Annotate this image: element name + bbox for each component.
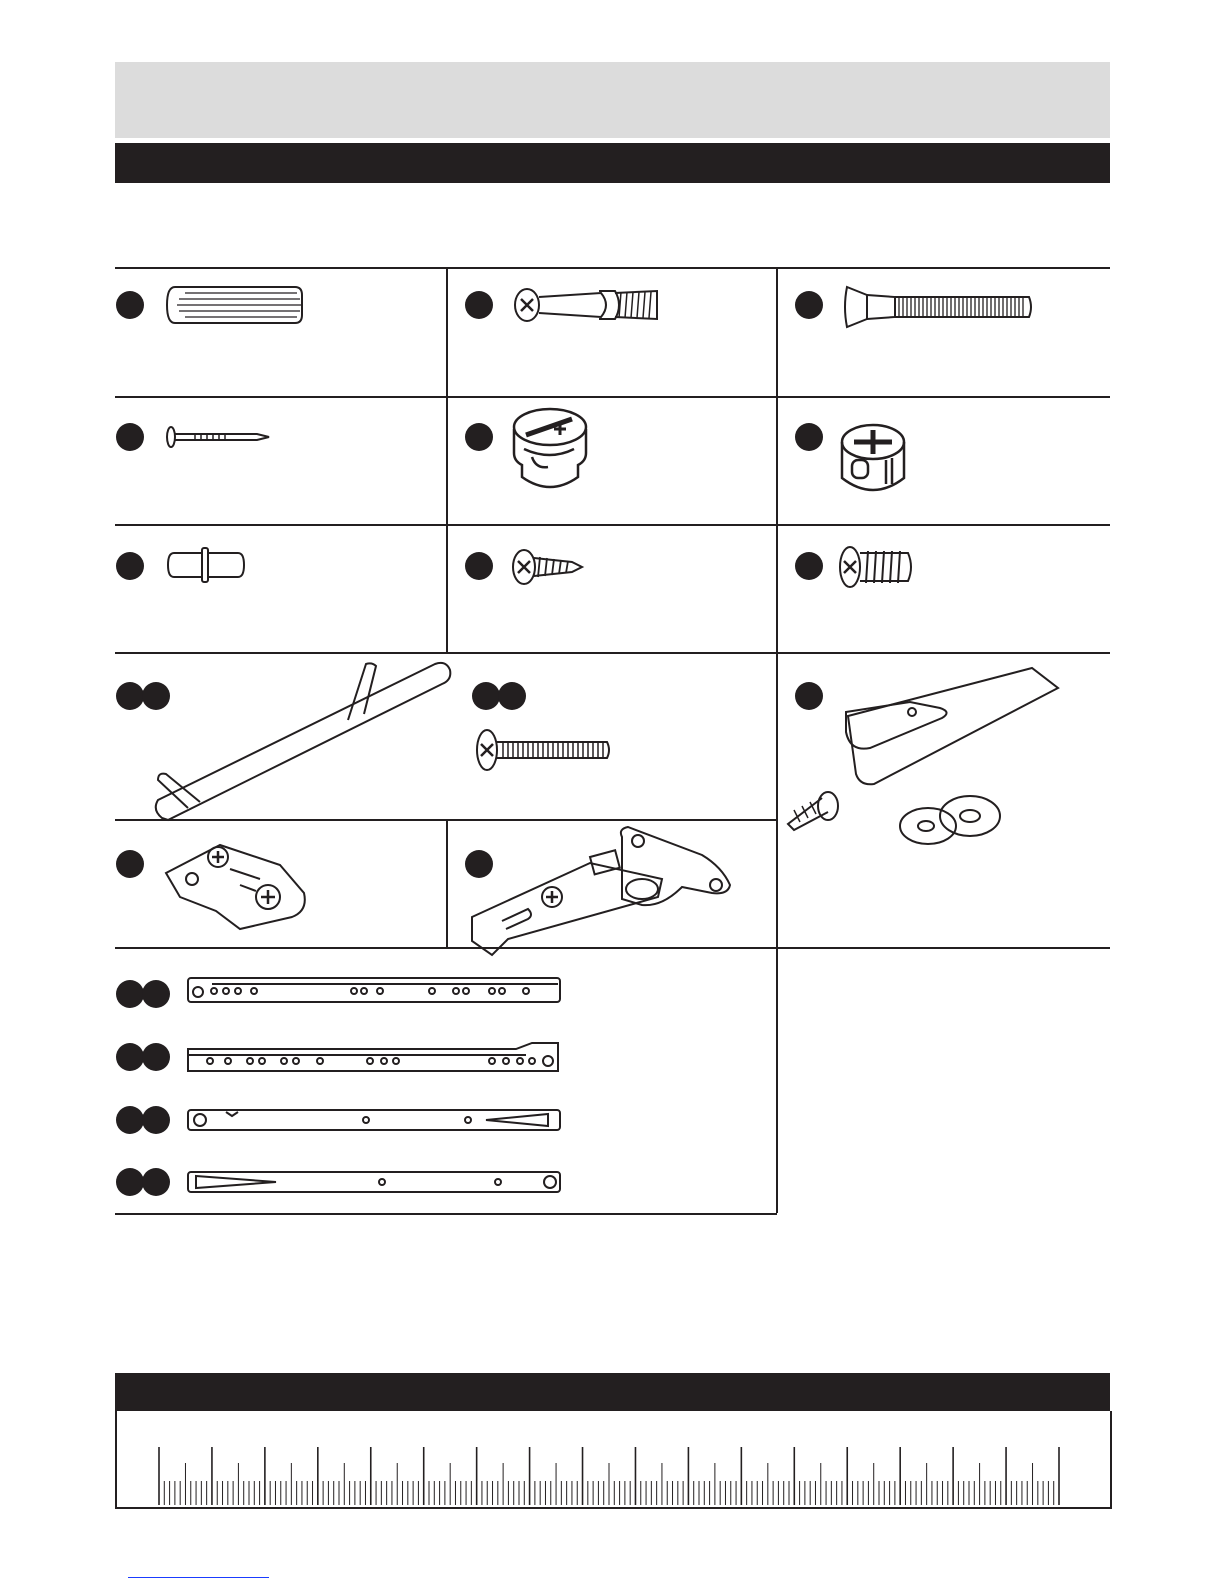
part-badge [116, 423, 144, 451]
measuring-ruler-icon [115, 1411, 1112, 1509]
part-badge [142, 1043, 170, 1071]
dowel-icon [165, 283, 305, 327]
part-badge [465, 291, 493, 319]
anti-tip-strap-kit-icon [780, 662, 1070, 862]
footer-link-underline [128, 1577, 269, 1578]
drawer-runner-icon [186, 1106, 566, 1134]
euro-screw-icon [838, 545, 918, 589]
short-screw-icon [510, 548, 590, 586]
part-badge [116, 291, 144, 319]
handle-screw-icon [475, 728, 615, 772]
cam-bolt-icon [511, 283, 671, 327]
part-badge [142, 1106, 170, 1134]
drawer-runner-icon [186, 1041, 566, 1073]
drawer-runner-icon [186, 976, 566, 1006]
part-badge [116, 850, 144, 878]
drawer-runner-icon [186, 1168, 566, 1196]
part-badge [795, 291, 823, 319]
concealed-hinge-icon [472, 827, 742, 962]
shelf-support-pin-icon [168, 545, 248, 585]
part-badge [472, 682, 500, 710]
part-badge [142, 1168, 170, 1196]
bar-handle-icon [140, 660, 460, 830]
header-band [115, 62, 1110, 138]
part-badge [116, 1168, 144, 1196]
hinge-mounting-plate-icon [160, 835, 315, 935]
part-badge [116, 1043, 144, 1071]
nail-icon [165, 425, 275, 449]
part-badge [465, 552, 493, 580]
section-title-bar [115, 143, 1110, 183]
part-badge [498, 682, 526, 710]
part-badge [116, 552, 144, 580]
cam-lock-large-icon [510, 405, 590, 495]
part-badge [116, 980, 144, 1008]
part-badge [795, 552, 823, 580]
connector-bolt-icon [843, 285, 1033, 329]
part-badge [142, 980, 170, 1008]
cam-lock-small-icon [838, 422, 908, 498]
part-badge [465, 423, 493, 451]
ruler-title-bar [115, 1373, 1110, 1411]
part-badge [116, 1106, 144, 1134]
part-badge [795, 423, 823, 451]
